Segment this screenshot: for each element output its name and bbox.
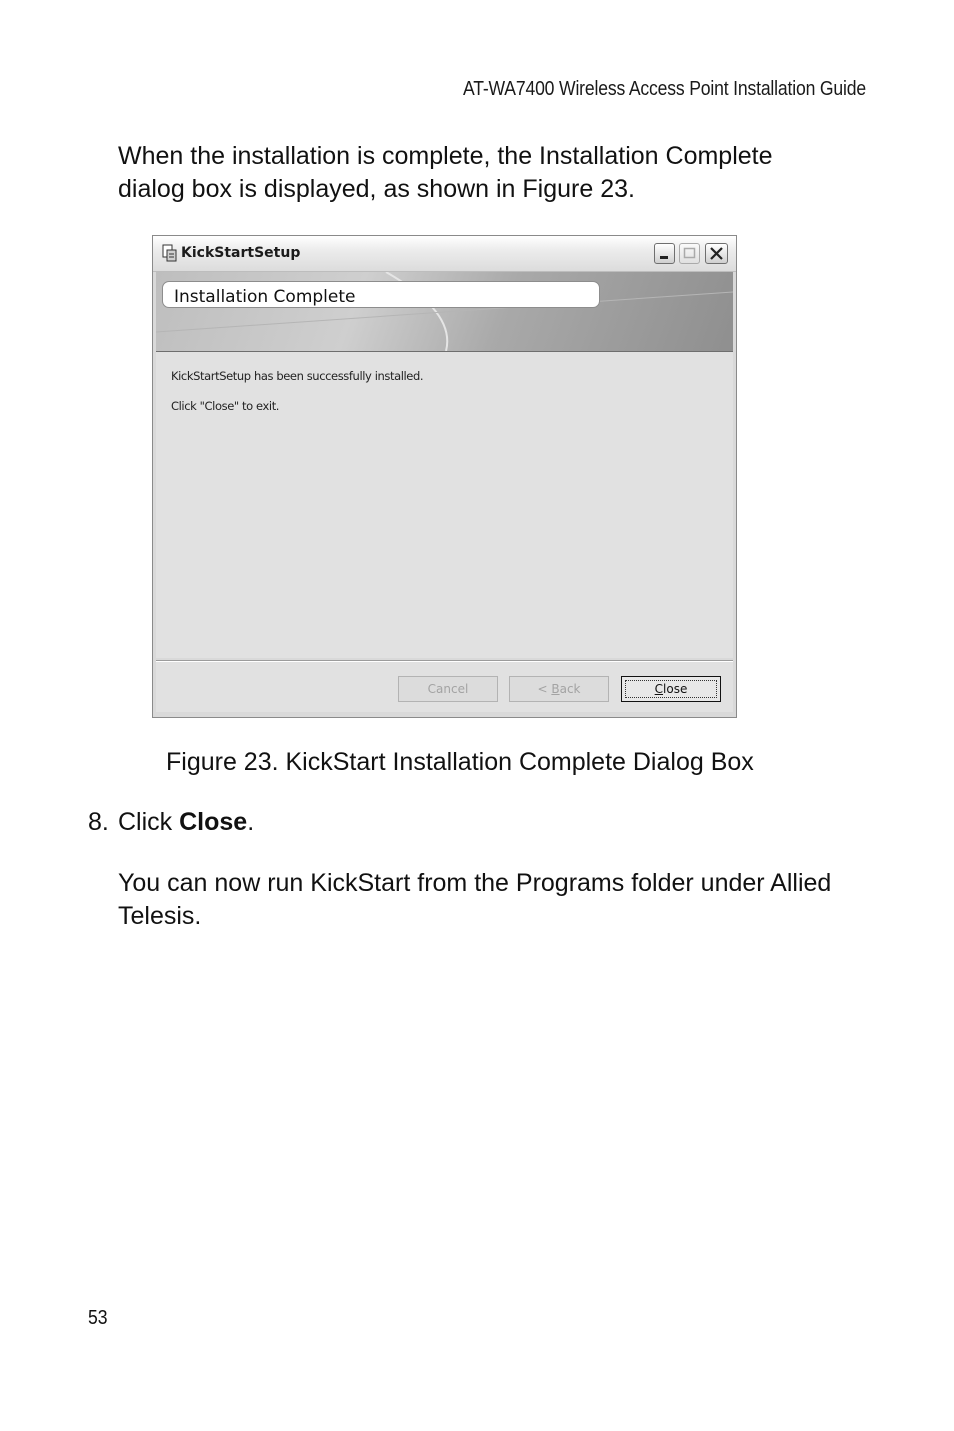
step-bold-term: Close — [179, 808, 248, 836]
back-button-label-rest: ack — [559, 682, 581, 696]
step-text-end: . — [247, 808, 255, 836]
page-number: 53 — [88, 1307, 108, 1329]
running-header: AT-WA7400 Wireless Access Point Installation Guide — [462, 78, 866, 100]
cancel-button-label: Cancel — [427, 682, 469, 696]
back-button-mnemonic: B — [551, 682, 560, 696]
exit-instruction: Click "Close" to exit. — [171, 399, 280, 413]
window-close-button[interactable] — [705, 243, 728, 264]
installer-app-icon — [161, 244, 177, 262]
dialog-content — [156, 352, 733, 658]
dialog-titlebar[interactable] — [153, 236, 736, 272]
dialog-screenshot — [152, 235, 737, 718]
success-message: KickStartSetup has been successfully installed. — [171, 369, 424, 383]
minimize-button[interactable] — [654, 243, 675, 264]
step-8 — [88, 806, 254, 839]
step-number: 8. — [88, 808, 109, 836]
close-button-mnemonic: C — [654, 682, 664, 696]
banner-title: Installation Complete — [162, 281, 600, 308]
close-button-label-rest: lose — [663, 682, 688, 696]
figure-caption: Figure 23. KickStart Installation Complete Dialog Box — [166, 748, 754, 776]
dialog-title: KickStartSetup — [181, 245, 301, 261]
step-text: Click — [118, 808, 180, 836]
intro-paragraph: When the installation is complete, the Installation Complete dialog box is displayed, as shown in Figure 23. — [118, 142, 773, 203]
maximize-button[interactable] — [679, 243, 700, 264]
dialog-banner — [156, 272, 733, 352]
minimize-icon — [655, 244, 674, 263]
close-icon — [706, 244, 727, 263]
back-button-prefix: < — [537, 682, 552, 696]
cancel-button[interactable] — [398, 676, 498, 702]
back-button[interactable] — [509, 676, 609, 702]
close-button[interactable] — [621, 676, 721, 702]
maximize-icon — [680, 244, 699, 263]
followup-paragraph: You can now run KickStart from the Programs folder under Allied Telesis. — [118, 869, 832, 930]
